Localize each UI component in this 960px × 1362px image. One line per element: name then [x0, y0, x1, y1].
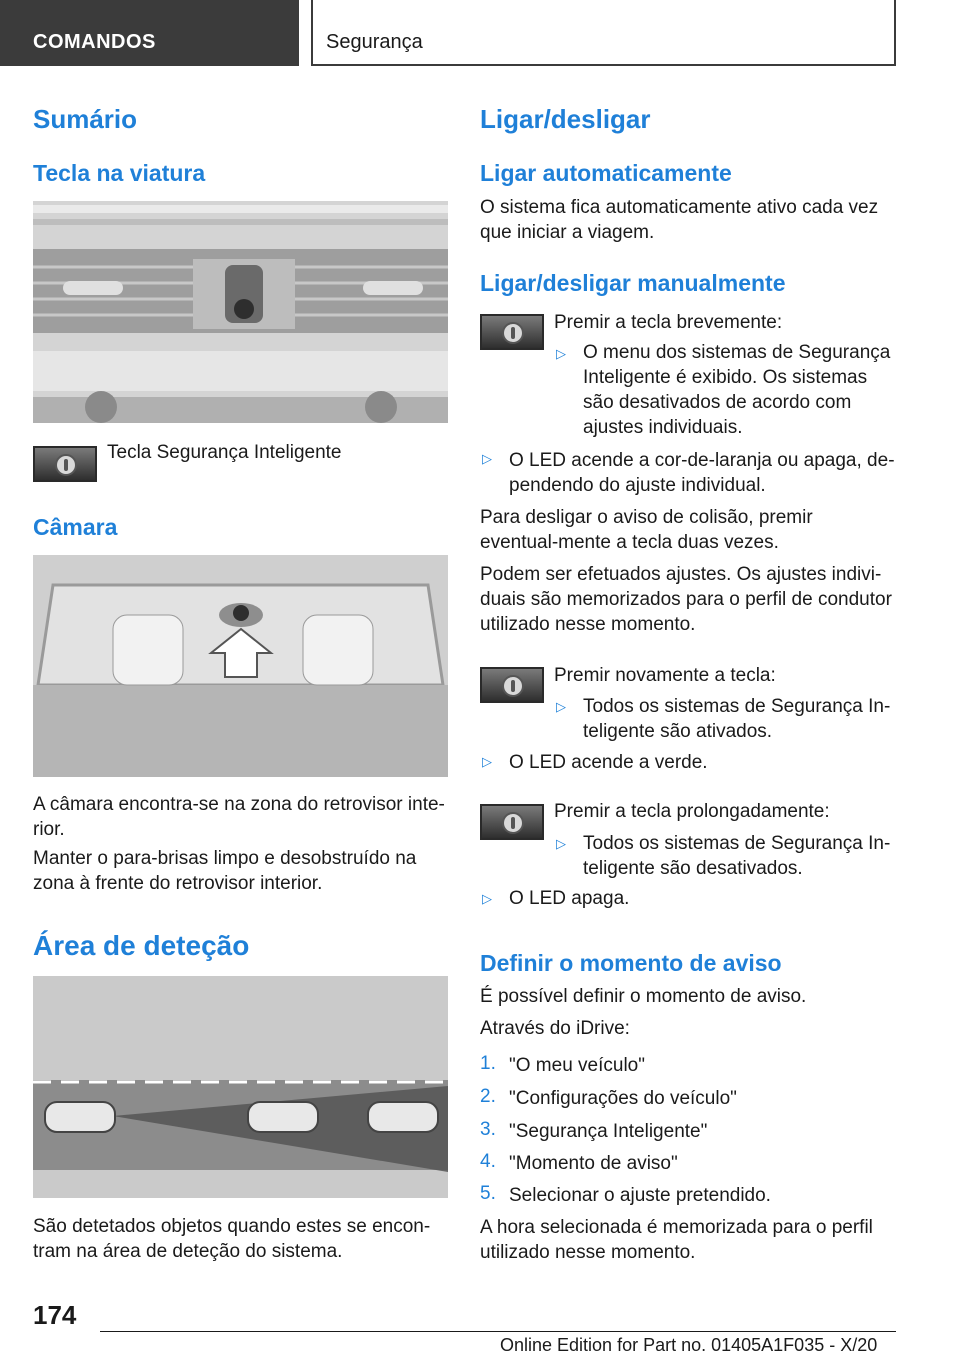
- step-text: "O meu veículo": [509, 1055, 645, 1076]
- heading-area: Área de deteção: [33, 930, 250, 961]
- safety-button-icon-3: [480, 804, 544, 840]
- safety-button-icon-2: [480, 667, 544, 703]
- b2-item2: O LED acende a verde.: [509, 752, 708, 773]
- b1-item2: O LED acende a cor-de-laranja ou apaga, de-pendendo do ajuste individual.: [509, 450, 895, 496]
- b2-text: Premir novamente a tecla:: [554, 665, 776, 686]
- step-text: "Configurações do veículo": [509, 1088, 737, 1109]
- step-text: "Momento de aviso": [509, 1153, 678, 1174]
- desligar-paragraph: Para desligar o aviso de colisão, premir eventual-mente a tecla duas vezes.: [480, 507, 813, 553]
- bullet-triangle-icon: ▷: [556, 346, 566, 361]
- safety-button-icon-1: [480, 314, 544, 350]
- b2-item1: Todos os sistemas de Segurança In-teligente são ativados.: [583, 696, 891, 742]
- bullet-triangle-icon: ▷: [556, 699, 566, 714]
- bullet-triangle-icon: ▷: [482, 754, 492, 769]
- momento-paragraph-3: A hora selecionada é memorizada para o perfil utilizado nesse momento.: [480, 1217, 873, 1263]
- heading-ligar: Ligar/desligar: [480, 104, 651, 134]
- heading-camara: Câmara: [33, 514, 118, 540]
- step-number: 3.: [480, 1119, 496, 1140]
- section-title: COMANDOS: [0, 0, 299, 66]
- step-text: Selecionar o ajuste pretendido.: [509, 1185, 771, 1206]
- camara-paragraph-2: Manter o para-brisas limpo e desobstruído na zona à frente do retrovisor interior.: [33, 848, 417, 894]
- step-text: "Segurança Inteligente": [509, 1121, 708, 1142]
- ajustes-paragraph: Podem ser efetuados ajustes. Os ajustes indivi-duais são memorizados para o perfil de condutor utilizado nesse momento.: [480, 564, 892, 635]
- b3-text: Premir a tecla prolongadamente:: [554, 801, 830, 822]
- heading-auto: Ligar automaticamente: [480, 160, 732, 186]
- heading-momento: Definir o momento de aviso: [480, 950, 782, 976]
- area-paragraph: São detetados objetos quando estes se encon-tram na área de deteção do sistema.: [33, 1216, 431, 1262]
- topic-title: Segurança: [311, 0, 896, 66]
- bullet-triangle-icon: ▷: [482, 891, 492, 906]
- heading-manual: Ligar/desligar manualmente: [480, 270, 786, 296]
- b1-text: Premir a tecla brevemente:: [554, 312, 783, 333]
- momento-paragraph-1: É possível definir o momento de aviso.: [480, 986, 807, 1007]
- footer-divider: [100, 1331, 896, 1332]
- b3-item2: O LED apaga.: [509, 888, 630, 909]
- figure-detection-area: [33, 976, 448, 1198]
- camara-paragraph-1: A câmara encontra-se na zona do retrovisor inte-rior.: [33, 794, 445, 840]
- figure-camera-location: [33, 555, 448, 777]
- auto-paragraph: O sistema fica automaticamente ativo cada vez que iniciar a viagem.: [480, 197, 879, 243]
- b3-item1: Todos os sistemas de Segurança In-teligente são desativados.: [583, 833, 891, 879]
- step-number: 2.: [480, 1086, 496, 1107]
- bullet-triangle-icon: ▷: [482, 451, 492, 466]
- bullet-triangle-icon: ▷: [556, 836, 566, 851]
- heading-sumario: Sumário: [33, 104, 138, 134]
- edition-text: Online Edition for Part no. 01405A1F035 - X/20: [500, 1335, 878, 1355]
- momento-paragraph-2: Através do iDrive:: [480, 1018, 630, 1039]
- page-number: 174: [33, 1300, 77, 1330]
- safety-button-icon: [33, 446, 97, 482]
- step-number: 1.: [480, 1053, 496, 1074]
- figure-dashboard-button: [33, 201, 448, 423]
- step-number: 4.: [480, 1151, 496, 1172]
- heading-tecla: Tecla na viatura: [33, 160, 206, 186]
- page-header: [0, 0, 960, 66]
- b1-item1: O menu dos sistemas de Segurança Inteligente é exibido. Os sistemas são desativados de acordo com ajustes individuais.: [583, 342, 891, 438]
- tecla-caption: Tecla Segurança Inteligente: [107, 442, 342, 463]
- step-number: 5.: [480, 1183, 496, 1204]
